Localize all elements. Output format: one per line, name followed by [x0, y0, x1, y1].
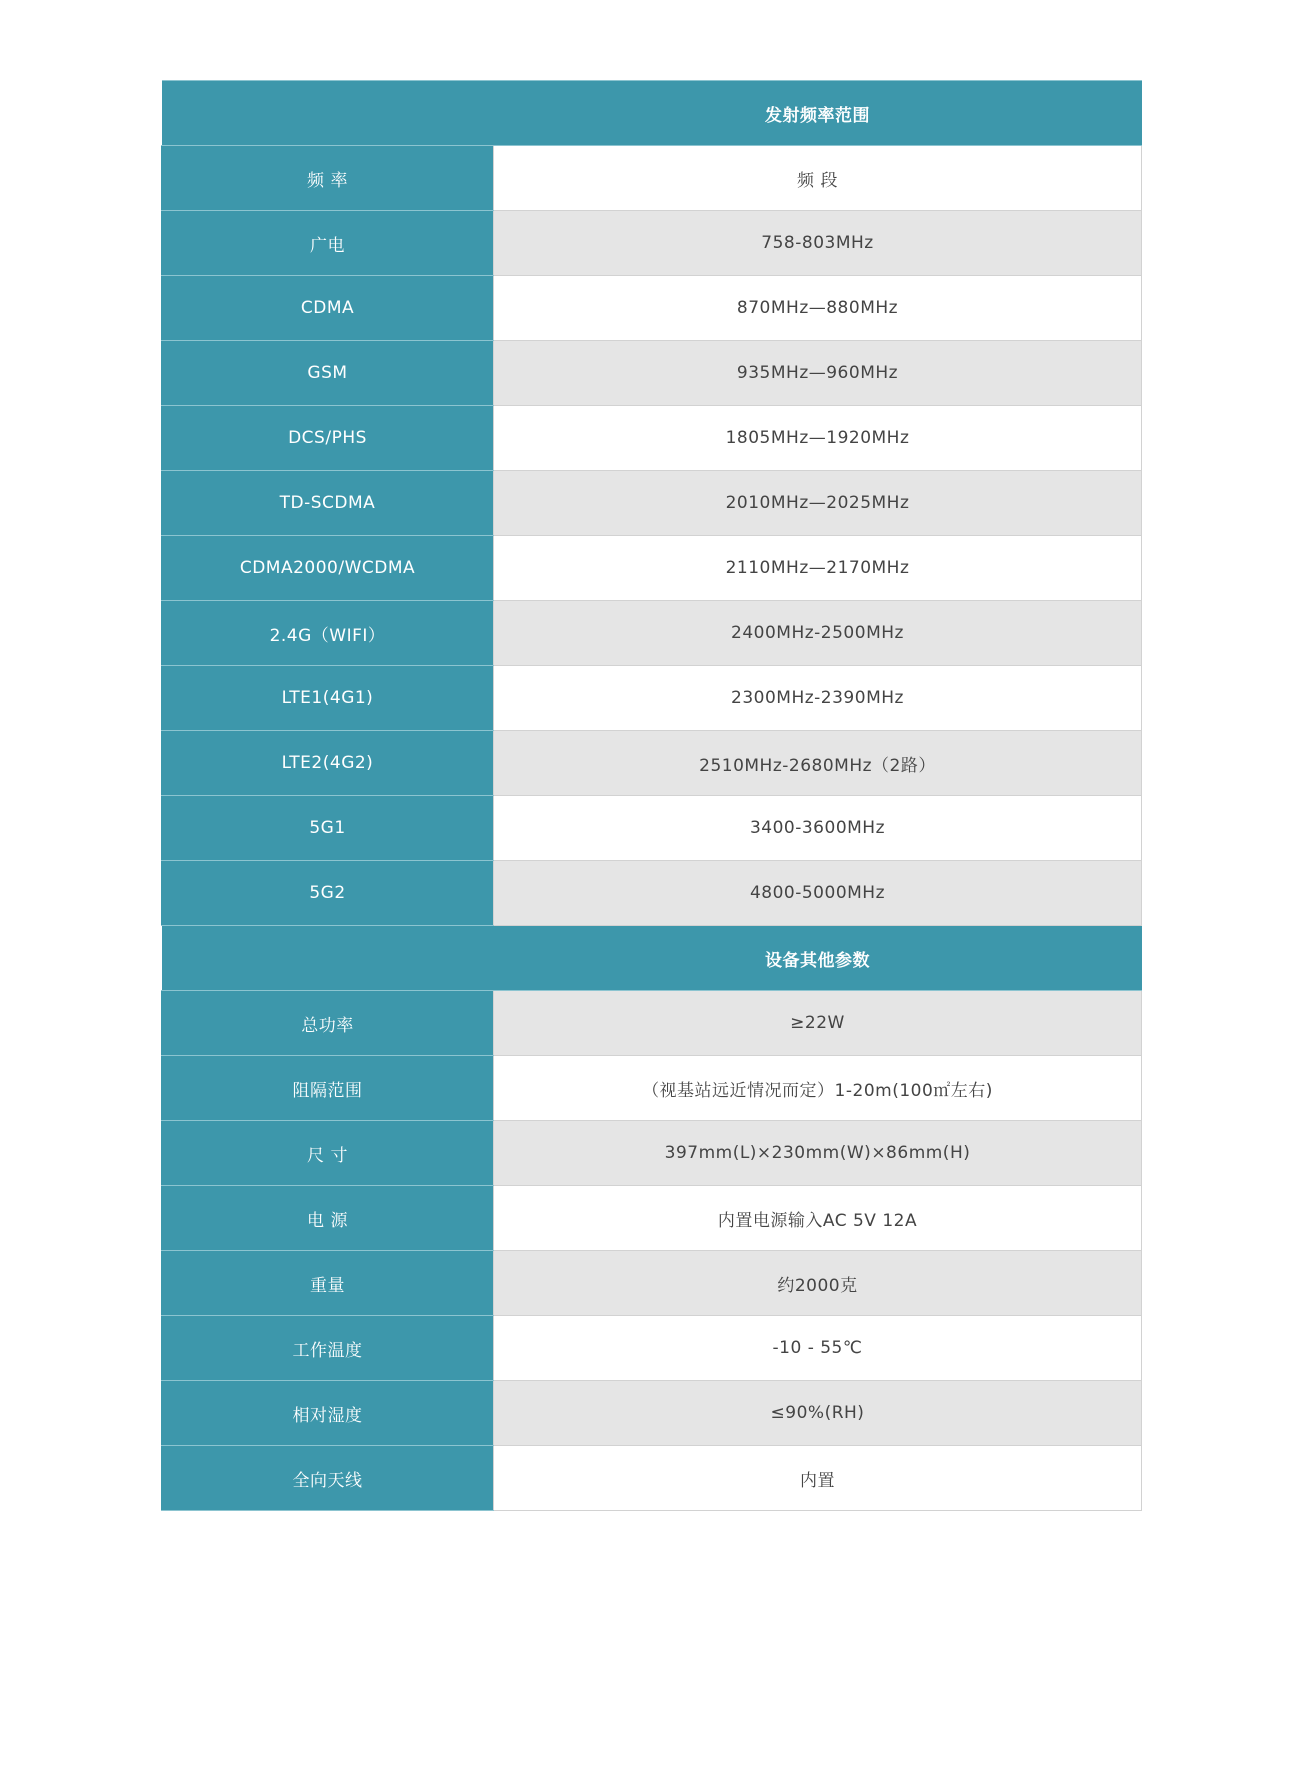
section-title-other: 设备其他参数: [494, 926, 1142, 991]
section-header-transmit: [162, 81, 1142, 146]
table-row: [162, 146, 1142, 211]
row-value: 内置电源输入AC 5V 12A: [494, 1186, 1142, 1251]
row-value: ≤90%(RH): [494, 1381, 1142, 1446]
row-label: 阻隔范围: [162, 1056, 494, 1121]
row-label: GSM: [162, 341, 494, 406]
row-value: 935MHz—960MHz: [494, 341, 1142, 406]
row-label: CDMA2000/WCDMA: [162, 536, 494, 601]
table-row: [162, 276, 1142, 341]
section-header-spacer: [162, 926, 494, 991]
row-value: 870MHz—880MHz: [494, 276, 1142, 341]
table-row: [162, 341, 1142, 406]
table-row: [162, 731, 1142, 796]
table-row: [162, 406, 1142, 471]
table-row: [162, 1121, 1142, 1186]
row-value: 2300MHz-2390MHz: [494, 666, 1142, 731]
table-row: [162, 991, 1142, 1056]
row-label: LTE2(4G2): [162, 731, 494, 796]
section-header-spacer: [162, 81, 494, 146]
row-value: 2010MHz—2025MHz: [494, 471, 1142, 536]
row-value: 内置: [494, 1446, 1142, 1511]
table-row: [162, 601, 1142, 666]
table-row: [162, 211, 1142, 276]
table-row: [162, 471, 1142, 536]
row-label: 广电: [162, 211, 494, 276]
table-row: [162, 796, 1142, 861]
row-value: 3400-3600MHz: [494, 796, 1142, 861]
table-row: [162, 1446, 1142, 1511]
section-title-transmit: 发射频率范围: [494, 81, 1142, 146]
row-value: 频 段: [494, 146, 1142, 211]
row-label: TD-SCDMA: [162, 471, 494, 536]
table-row: [162, 1316, 1142, 1381]
table-row: [162, 861, 1142, 926]
table-row: [162, 1381, 1142, 1446]
row-value: （视基站远近情况而定）1-20m(100㎡左右): [494, 1056, 1142, 1121]
row-label: 全向天线: [162, 1446, 494, 1511]
row-value: 2510MHz-2680MHz（2路）: [494, 731, 1142, 796]
row-value: 397mm(L)×230mm(W)×86mm(H): [494, 1121, 1142, 1186]
row-value: -10 - 55℃: [494, 1316, 1142, 1381]
row-label: 工作温度: [162, 1316, 494, 1381]
row-label: 尺 寸: [162, 1121, 494, 1186]
row-value: ≥22W: [494, 991, 1142, 1056]
row-label: CDMA: [162, 276, 494, 341]
row-label: 总功率: [162, 991, 494, 1056]
section-header-other: [162, 926, 1142, 991]
row-value: 1805MHz—1920MHz: [494, 406, 1142, 471]
table-row: [162, 536, 1142, 601]
table-row: [162, 1251, 1142, 1316]
row-label: 2.4G（WIFI）: [162, 601, 494, 666]
row-value: 约2000克: [494, 1251, 1142, 1316]
table-row: [162, 666, 1142, 731]
row-label: LTE1(4G1): [162, 666, 494, 731]
row-label: 重量: [162, 1251, 494, 1316]
spec-table-body: [162, 81, 1142, 1511]
table-row: [162, 1056, 1142, 1121]
row-label: 5G2: [162, 861, 494, 926]
row-value: 2110MHz—2170MHz: [494, 536, 1142, 601]
row-label: DCS/PHS: [162, 406, 494, 471]
row-label: 5G1: [162, 796, 494, 861]
row-label: 相对湿度: [162, 1381, 494, 1446]
row-label: 电 源: [162, 1186, 494, 1251]
spec-table: [161, 80, 1142, 1511]
table-row: [162, 1186, 1142, 1251]
row-value: 2400MHz-2500MHz: [494, 601, 1142, 666]
row-value: 758-803MHz: [494, 211, 1142, 276]
row-label: 频 率: [162, 146, 494, 211]
row-value: 4800-5000MHz: [494, 861, 1142, 926]
